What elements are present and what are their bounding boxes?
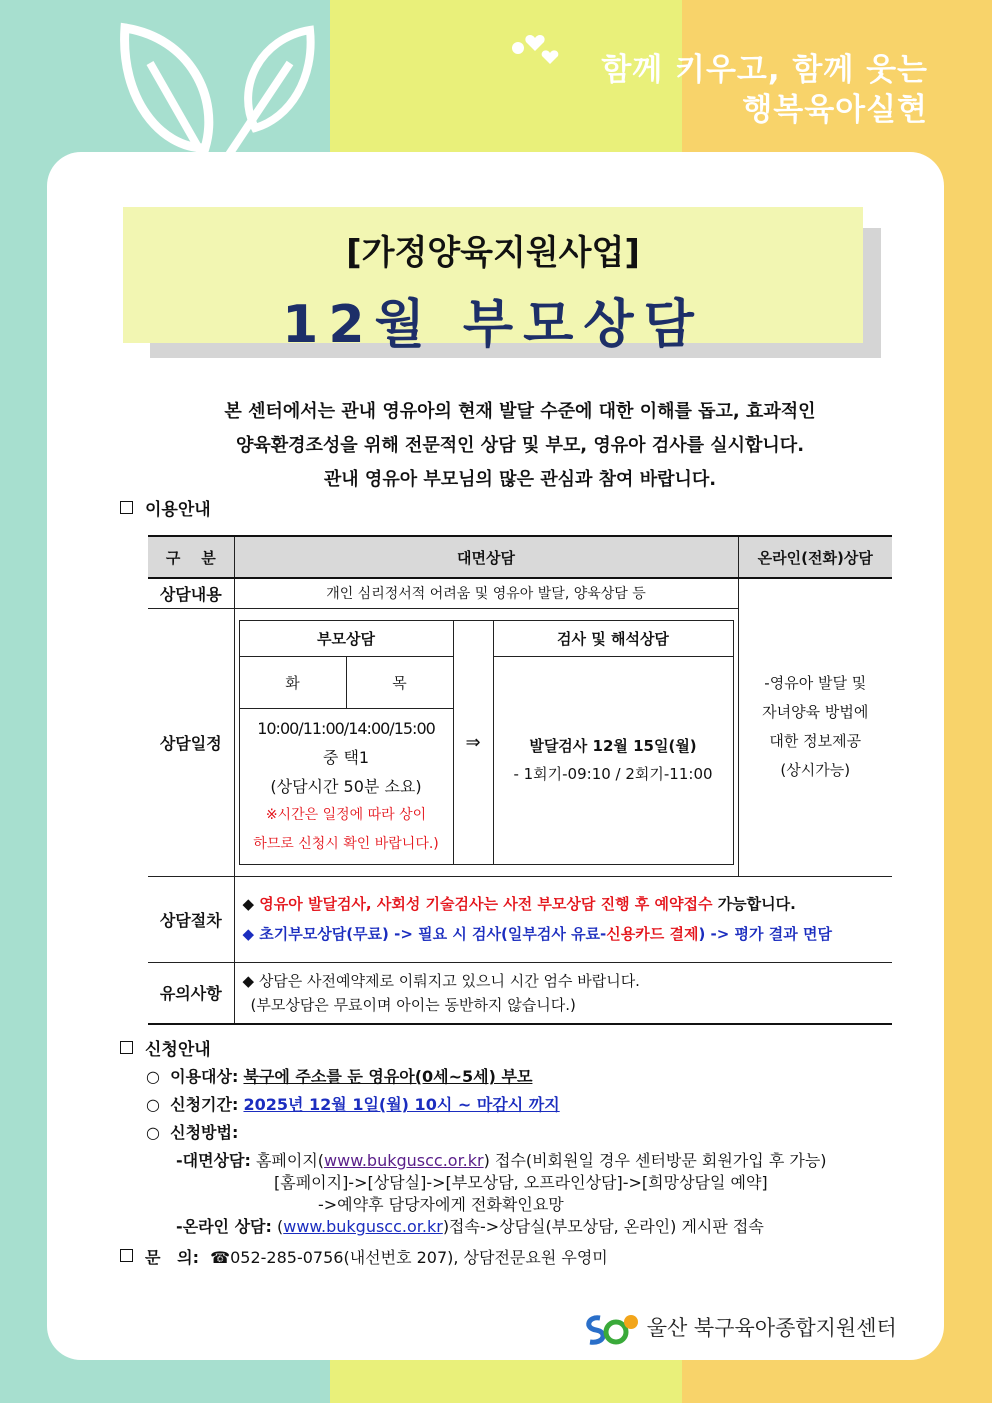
title-line2: 12월 부모상담	[282, 295, 704, 355]
day-thu: 목	[346, 656, 453, 708]
notes-line2: (부모상담은 무료이며 아이는 동반하지 않습니다.)	[250, 995, 576, 1014]
online-line3: 대한 정보제공	[769, 732, 862, 751]
face-label: -대면상담	[176, 1151, 245, 1170]
apply-period: ○ 신청기간: 2025년 12월 1일(월) 10시 ~ 마감시 까지	[146, 1095, 560, 1114]
slogan	[601, 50, 928, 130]
counsel-duration: (상담시간 50분 소요)	[270, 776, 422, 796]
time-note2: 하므로 신청시 확인 바랍니다.)	[253, 835, 439, 852]
online-label: -온라인 상담	[176, 1217, 266, 1236]
section-apply-heading	[120, 1035, 211, 1060]
online-post: )접속->상담실(부모상담, 온라인) 게시판 접속	[442, 1217, 764, 1236]
notes-line1-text: 상담은 사전예약제로 이뤄지고 있으니 시간 엄수 바랍니다.	[258, 971, 640, 990]
period-label: 신청기간	[170, 1095, 232, 1114]
hearts-icon	[510, 28, 570, 73]
procedure-line2: ◆ 초기부모상담(무료) -> 필요 시 검사(일부검사 유료-신용카드 결제) -> 평가 결과 면담	[242, 925, 832, 943]
section-usage-label: 이용안내	[145, 500, 211, 520]
procedure-cell	[234, 876, 892, 962]
schedule-cell	[234, 608, 738, 876]
slogan-line1: 함께 키우고, 함께 웃는	[601, 52, 928, 88]
online-line2: 자녀양육 방법에	[762, 703, 869, 722]
face-pre: 홈페이지(	[250, 1151, 325, 1170]
procedure-black-text: 가능합니다.	[712, 895, 796, 913]
header-online: 온라인(전화)상담	[738, 536, 892, 578]
row-schedule-label: 상담일정	[148, 608, 234, 876]
footer-org-name: 울산 북구육아종합지원센터	[646, 1316, 897, 1340]
procedure-red-text: 영유아 발달검사, 사회성 기술검사는 사전 부모상담 진행 후 예약접수	[259, 895, 713, 913]
row-note-label: 유의사항	[148, 962, 234, 1024]
test-times: - 1회기-09:10 / 2회기-11:00	[513, 765, 713, 783]
slogan-line2: 행복육아실현	[742, 92, 928, 128]
procedure-blue-a: 초기부모상담(무료) -> 필요 시 검사(일부검사 유료-	[259, 925, 607, 943]
time-options: 10:00/11:00/14:00/15:00	[257, 718, 435, 738]
apply-online: -온라인 상담: (www.bukguscc.or.kr)접속->상담실(부모상담, 온라인) 게시판 접속	[176, 1217, 764, 1236]
title-box	[123, 207, 863, 355]
row-proc-label: 상담절차	[148, 876, 234, 962]
online-info	[738, 578, 892, 876]
table-row	[148, 578, 892, 608]
face-path: [홈페이지]->[상담실]->[부모상담, 오프라인상담]->[희망상담일 예약]	[274, 1173, 768, 1192]
time-note1: ※시간은 일정에 따라 상이	[265, 806, 427, 823]
inquiry-label: 문 의	[145, 1248, 193, 1267]
section-apply-label: 신청안내	[145, 1040, 211, 1060]
header-category: 구 분	[148, 536, 234, 578]
parent-counsel-times	[239, 708, 453, 864]
section-usage-heading	[120, 495, 211, 520]
target-label: 이용대상	[170, 1067, 232, 1086]
circle-bullet-icon: ○	[146, 1123, 160, 1142]
square-bullet-icon	[120, 1249, 133, 1262]
apply-target: ○ 이용대상: 북구에 주소를 둔 영유아(0세~5세) 부모	[146, 1067, 533, 1086]
square-bullet-icon	[120, 1041, 133, 1054]
intro-line3: 관내 영유아 부모님의 많은 관심과 참여 바랍니다.	[323, 469, 717, 490]
parent-counsel-header: 부모상담	[239, 620, 453, 656]
schedule-inner-table	[239, 620, 734, 865]
procedure-blue-c: ) -> 평가 결과 면담	[698, 925, 832, 943]
online-link[interactable]: www.bukguscc.or.kr	[283, 1217, 443, 1236]
center-logo-icon	[582, 1312, 640, 1346]
table-row	[148, 876, 892, 962]
intro-text	[120, 395, 920, 497]
online-pre: (	[271, 1217, 284, 1236]
inquiry-value: 052-285-0756(내선번호 207), 상담전문요원 우영미	[230, 1248, 608, 1267]
arrow-icon: ⇒	[453, 620, 493, 864]
circle-bullet-icon: ○	[146, 1067, 160, 1086]
notes-line1: ◆ 상담은 사전예약제로 이뤄지고 있으니 시간 엄수 바랍니다.	[242, 971, 640, 990]
procedure-line1: ◆ 영유아 발달검사, 사회성 기술검사는 사전 부모상담 진행 후 예약접수 가능합니다.	[242, 895, 796, 913]
homepage-link[interactable]: www.bukguscc.or.kr	[324, 1151, 484, 1170]
notes-cell	[234, 962, 892, 1024]
choose-one: 중 택1	[322, 747, 370, 767]
method-label: 신청방법	[170, 1123, 232, 1142]
online-line4: (상시가능)	[780, 761, 851, 780]
table-row	[148, 962, 892, 1024]
phone-icon: ☎	[210, 1248, 231, 1267]
usage-table	[148, 535, 892, 1025]
square-bullet-icon	[120, 501, 133, 514]
header-face: 대면상담	[234, 536, 738, 578]
procedure-red-b: 신용카드 결제	[606, 925, 699, 943]
intro-line1: 본 센터에서는 관내 영유아의 현재 발달 수준에 대한 이해를 돕고, 효과적인	[224, 401, 816, 422]
table-header-row	[148, 536, 892, 578]
test-date: 발달검사 12월 15일(월)	[529, 737, 697, 755]
circle-bullet-icon: ○	[146, 1095, 160, 1114]
online-line1: -영유아 발달 및	[764, 674, 867, 693]
face-post: ) 접수(비회원일 경우 센터방문 회원가입 후 가능)	[483, 1151, 827, 1170]
row-content-value: 개인 심리정서적 어려움 및 영유아 발달, 양육상담 등	[234, 578, 738, 608]
intro-line2: 양육환경조성을 위해 전문적인 상담 및 부모, 영유아 검사를 실시합니다.	[235, 435, 805, 456]
title-line1: [가정양육지원사업]	[346, 233, 640, 273]
test-info	[493, 656, 733, 864]
footer-logo	[582, 1312, 897, 1346]
row-content-label: 상담내용	[148, 578, 234, 608]
test-header: 검사 및 해석상담	[493, 620, 733, 656]
target-value: 북구에 주소를 둔 영유아(0세~5세) 부모	[243, 1067, 533, 1086]
face-after: ->예약후 담당자에게 전화확인요망	[318, 1195, 564, 1214]
day-tue: 화	[239, 656, 346, 708]
inquiry: 문 의: ☎052-285-0756(내선번호 207), 상담전문요원 우영미	[120, 1245, 608, 1268]
period-value: 2025년 12월 1일(월) 10시 ~ 마감시 까지	[243, 1095, 560, 1114]
apply-method: ○ 신청방법:	[146, 1123, 239, 1142]
apply-face: -대면상담: 홈페이지(www.bukguscc.or.kr) 접수(비회원일 경우 센터방문 회원가입 후 가능)	[176, 1151, 827, 1170]
